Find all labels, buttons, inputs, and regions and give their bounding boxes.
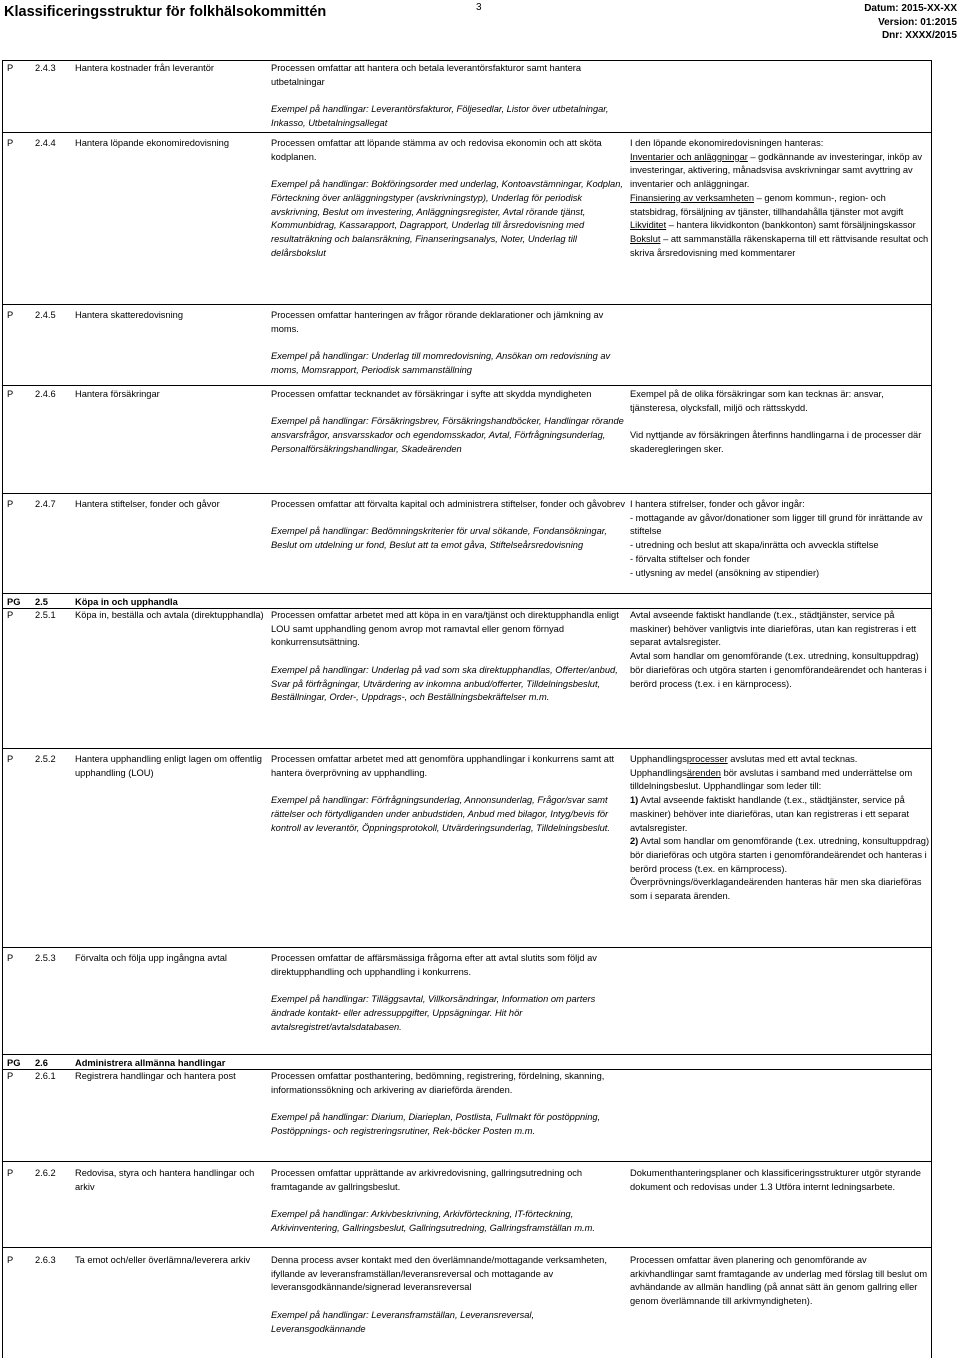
- row-number: 2.6.2: [35, 1168, 56, 1178]
- classification-table: [2, 60, 932, 1358]
- row-description: [271, 62, 627, 131]
- date-label: Datum: 2015-XX-XX: [864, 3, 957, 14]
- dnr-label: Dnr: XXXX/2015: [881, 30, 957, 41]
- row-number: 2.4.7: [35, 499, 56, 509]
- row-note: [630, 498, 930, 580]
- note-term: Likviditet: [630, 220, 667, 231]
- example-documents: Exempel på handlingar: Bedömningskriterier för urval sökande, Fondansökningar, Beslut om utdelning ur fond, Beslut att ta emot gåva, Stiftelseårsredovisning: [271, 526, 607, 551]
- example-documents: Exempel på handlingar: Tilläggsavtal, Villkorsändringar, Information om parters ändrade kontakt- eller adressuppgifter, Uppsägningar. Hit hör avtalsregistret/avtalsdatabasen.: [271, 994, 596, 1032]
- row-description: [271, 952, 627, 1034]
- row-number: 2.6.1: [35, 1071, 56, 1081]
- row-number: 2.5.1: [35, 610, 56, 620]
- process-scope: Processen omfattar tecknandet av försäkringar i syfte att skydda myndigheten: [271, 389, 592, 399]
- row-process-name: Hantera stiftelser, fonder och gåvor: [75, 499, 220, 509]
- row-type: P: [7, 1168, 14, 1178]
- process-scope: Denna process avser kontakt med den överlämnande/mottagande verksamheten, ifyllande av leveransframställan/leveransreversal och mottagande av leveransgodkännande/signerad leveransreversal: [271, 1255, 607, 1293]
- row-type: P: [7, 754, 14, 764]
- note-text: avslutas med ett avtal tecknas.: [727, 754, 858, 764]
- note-text: Avtal som handlar om genomförande (t.ex. utredning, konsultuppdrag) bör diarieföras och utgöra starten i genomförandeärendet och hanteras i berörd process (t.ex. i en kärnprocess).: [630, 651, 927, 689]
- process-scope: Processen omfattar de affärsmässiga frågorna efter att avtal slutits som följd av direktupphandling och upphandling i konkurrens.: [271, 953, 597, 977]
- note-term: processer: [686, 754, 728, 764]
- process-scope: Processen omfattar att hantera och betala leverantörsfakturor samt hantera utbetalningar: [271, 63, 582, 87]
- row-number: 2.4.3: [35, 63, 56, 73]
- row-number: 2.4.6: [35, 389, 56, 399]
- note-list-item: - mottagande av gåvor/donationer som ligger till grund för inrättande av stiftelse: [630, 512, 923, 537]
- row-process-name: Hantera skatteredovisning: [75, 310, 184, 320]
- row-process-name: Registrera handlingar och hantera post: [75, 1071, 236, 1081]
- row-note: [630, 1254, 930, 1309]
- row-note: [630, 388, 930, 457]
- note-text: Överprövnings/överklagandeärenden hanteras här men ska diarieföras som i separata ärenden.: [630, 877, 922, 902]
- process-scope: Processen omfattar arbetet med att genomföra upphandlingar i konkurrens samt att hantera överprövning av upphandling.: [271, 754, 615, 778]
- note-text: Avtal som handlar om genomförande (t.ex. utredning, konsultuppdrag) bör diarieföras och utgöra starten i genomförandeärendet och hanteras i berörd process (t.ex. en kärnprocess).: [630, 836, 930, 874]
- page-number: 3: [476, 2, 482, 13]
- row-type: P: [7, 499, 14, 509]
- process-group-name: Administrera allmänna handlingar: [75, 1058, 226, 1068]
- note-text: – att sammanställa räkenskaperna till ett rättvisande resultat och skriva årsredovisning med kommentarer: [630, 233, 929, 258]
- note-text: Avtal avseende faktiskt handlande (t.ex., städtjänster, service på maskiner) behöver inte diarieföras, utan kan registreras i ett separat avtalsregister.: [630, 795, 910, 833]
- row-type: P: [7, 310, 14, 320]
- document-title: Klassificeringsstruktur för folkhälsokommittén: [4, 4, 327, 20]
- row-type: P: [7, 610, 14, 620]
- row-note: [630, 609, 930, 691]
- example-documents: Exempel på handlingar: Förfrågningsunderlag, Annonsunderlag, Frågor/svar samt rättelser och förtydliganden under anbudstiden, Anbud med bilagor, Intyg/bevis för kontroll av leverantör, Öppningsprotokoll, Utvärderingsunderlag, Tilldelningsbeslut.: [271, 795, 610, 833]
- row-process-name: Köpa in, beställa och avtala (direktupphandla): [75, 610, 264, 620]
- version-label: Version: 01:2015: [878, 16, 957, 28]
- row-description: [271, 309, 627, 378]
- process-group-name: Köpa in och upphandla: [75, 597, 178, 607]
- row-type: P: [7, 138, 14, 148]
- row-number: 2.4.4: [35, 138, 56, 148]
- process-scope: Processen omfattar arbetet med att köpa in en vara/tjänst och direktupphandla enligt LOU samt upphandling genom avrop mot ramavtal eller genom förnyad konkurrensutsättning.: [271, 610, 619, 648]
- row-number: 2.6.3: [35, 1255, 56, 1265]
- note-text: Upphandlings: [630, 767, 687, 778]
- process-scope: Processen omfattar att förvalta kapital och administrera stiftelser, fonder och gåvobrev: [271, 499, 625, 509]
- example-documents: Exempel på handlingar: Leveransframställan, Leveransreversal, Leveransgodkännande: [271, 1309, 535, 1334]
- document-meta: [864, 2, 957, 43]
- row-description: [271, 137, 627, 260]
- example-documents: Exempel på handlingar: Bokföringsorder med underlag, Kontoavstämningar, Kodplan, Förteckning över anläggningstyper (avskrivningstyp), Underlag för periodisk avskrivning, Beslut om investering, Anläggningsregister, Avtal rörande tjänst, Kommunbidrag, Kassarapport, Dagrapport, Underlag till årsredovisning med resultaträkning och balansräkning, Finanseringsanalys, Noter, Underlag till delårsbokslut: [271, 179, 623, 258]
- note-text: Exempel på de olika försäkringar som kan tecknas är: ansvar, tjänsteresa, olycksfall, miljö och rättsskydd.: [630, 389, 884, 413]
- note-text: Processen omfattar även planering och genomförande av arkivhandlingar samt framtagande av underlag med förslag till beslut om avhändande av allmän handling (på annat sätt än genom gallring eller genom överlämnande till arkivmyndigheten).: [630, 1255, 928, 1307]
- example-documents: Exempel på handlingar: Underlag på vad som ska direktupphandlas, Offerter/anbud, Svar på förfrågningar, Utvärdering av inkomna anbud/offerter, Tilldelningsbeslut, Beställningar, Order-, Uppdrags-, och Beställningsbekräftelser m.m.: [271, 664, 618, 703]
- row-process-name: Hantera kostnader från leverantör: [75, 63, 215, 73]
- row-description: [271, 388, 627, 457]
- row-note: [630, 137, 930, 260]
- example-documents: Exempel på handlingar: Arkivbeskrivning, Arkivförteckning, IT-förteckning, Arkivinventering, Gallringsbeslut, Gallringsutredning, Gallringsframställan m.m.: [271, 1209, 595, 1233]
- row-note: [630, 753, 930, 904]
- example-documents: Exempel på handlingar: Försäkringsbrev, Försäkringshandböcker, Handlingar rörande ansvarsfrågor, ansvarsskador och egendomsskador, Avtal, Förfrågningsunderlag, Personalförsäkringshandlingar, Skadeärenden: [271, 416, 624, 454]
- note-term: Inventarier och anläggningar: [630, 151, 748, 162]
- process-scope: Processen omfattar hanteringen av frågor rörande deklarationer och jämkning av moms.: [271, 310, 604, 334]
- row-type: P: [7, 1255, 14, 1265]
- note-intro: I den löpande ekonomiredovisningen hanteras:: [630, 138, 824, 148]
- row-number: 2.6: [35, 1058, 48, 1068]
- note-term: Finansiering av verksamheten: [630, 192, 755, 203]
- row-process-name: Förvalta och följa upp ingångna avtal: [75, 953, 227, 963]
- row-process-name: Redovisa, styra och hantera handlingar och arkiv: [75, 1168, 255, 1192]
- note-number: 2): [630, 836, 639, 847]
- process-scope: Processen omfattar posthantering, bedömning, registrering, fördelning, skanning, informationssökning och arkivering av diarieförda ärenden.: [271, 1071, 605, 1095]
- row-number: 2.5.2: [35, 754, 56, 764]
- note-text: Avtal avseende faktiskt handlande (t.ex., städtjänster, service på maskiner) behöver vanligtvis inte diarieföras, utan kan registreras i ett separat avtalsregister.: [630, 610, 917, 648]
- note-text: bör avslutas i samband med underrättelse om tilldelningsbeslut. Upphandlingar som leder till:: [630, 767, 913, 792]
- row-process-name: Hantera löpande ekonomiredovisning: [75, 138, 230, 148]
- note-text: Vid nyttjande av försäkringen återfinns handlingarna i de processer där skaderegleringen sker.: [630, 430, 922, 454]
- row-number: 2.4.5: [35, 310, 56, 320]
- process-scope: Processen omfattar att löpande stämma av och redovisa ekonomin och att sköta kodplanen.: [271, 138, 602, 162]
- row-type: P: [7, 389, 14, 399]
- row-type: P: [7, 63, 14, 73]
- row-type: PG: [7, 597, 21, 607]
- row-process-name: Hantera upphandling enligt lagen om offentlig upphandling (LOU): [75, 754, 262, 778]
- note-intro: I hantera stifrelser, fonder och gåvor ingår:: [630, 499, 805, 509]
- example-documents: Exempel på handlingar: Leverantörsfakturor, Följesedlar, Listor över utbetalningar, Inkasso, Utbetalningsallegat: [271, 104, 609, 128]
- row-description: [271, 1254, 627, 1336]
- row-description: [271, 609, 627, 705]
- note-text: – genom kommun-, region- och statsbidrag, försäljning av tjänster, tillhandahålla tjänster mot avgift: [630, 192, 904, 217]
- note-text: – hantera likvidkonton (bankkonton) samt försäljningskassor: [666, 220, 916, 231]
- note-list-item: - förvalta stiftelser och fonder: [630, 553, 750, 564]
- row-type: P: [7, 953, 14, 963]
- note-number: 1): [630, 795, 639, 806]
- note-term: Bokslut: [630, 233, 661, 244]
- row-process-name: Ta emot och/eller överlämna/leverera arkiv: [75, 1255, 251, 1265]
- row-description: [271, 498, 627, 553]
- row-process-name: Hantera försäkringar: [75, 389, 160, 399]
- row-number: 2.5.3: [35, 953, 56, 963]
- row-type: P: [7, 1071, 14, 1081]
- note-term: ärenden: [686, 767, 721, 778]
- note-text: Dokumenthanteringsplaner och klassificeringsstrukturer utgör styrande dokument och redovisas under 1.3 Utföra internt ledningsarbete.: [630, 1168, 921, 1192]
- note-text: Upphandlings: [630, 754, 687, 764]
- row-description: [271, 1167, 627, 1236]
- row-description: [271, 1070, 627, 1139]
- row-number: 2.5: [35, 597, 48, 607]
- note-list-item: - utlysning av medel (ansökning av stipendier): [630, 567, 820, 578]
- note-list-item: - utredning och beslut att skapa/inrätta och avveckla stiftelse: [630, 540, 879, 551]
- example-documents: Exempel på handlingar: Underlag till momredovisning, Ansökan om redovisning av moms, Momsrapport, Periodisk sammanställning: [271, 351, 611, 375]
- row-description: [271, 753, 627, 835]
- note-text: – godkännande av investeringar, inköp av investeringar, aktivering, månadsvisa avskrivningar samt avyttring av inventarier och anläggningar.: [630, 151, 923, 190]
- row-note: [630, 1167, 930, 1194]
- row-type: PG: [7, 1058, 21, 1068]
- example-documents: Exempel på handlingar: Diarium, Diarieplan, Postlista, Fullmakt för postöppning, Postöppnings- och registreringsrutiner, Rek-böcker Posten m.m.: [271, 1112, 601, 1136]
- process-scope: Processen omfattar upprättande av arkivredovisning, gallringsutredning och framtagande av gallringsbeslut.: [271, 1168, 583, 1192]
